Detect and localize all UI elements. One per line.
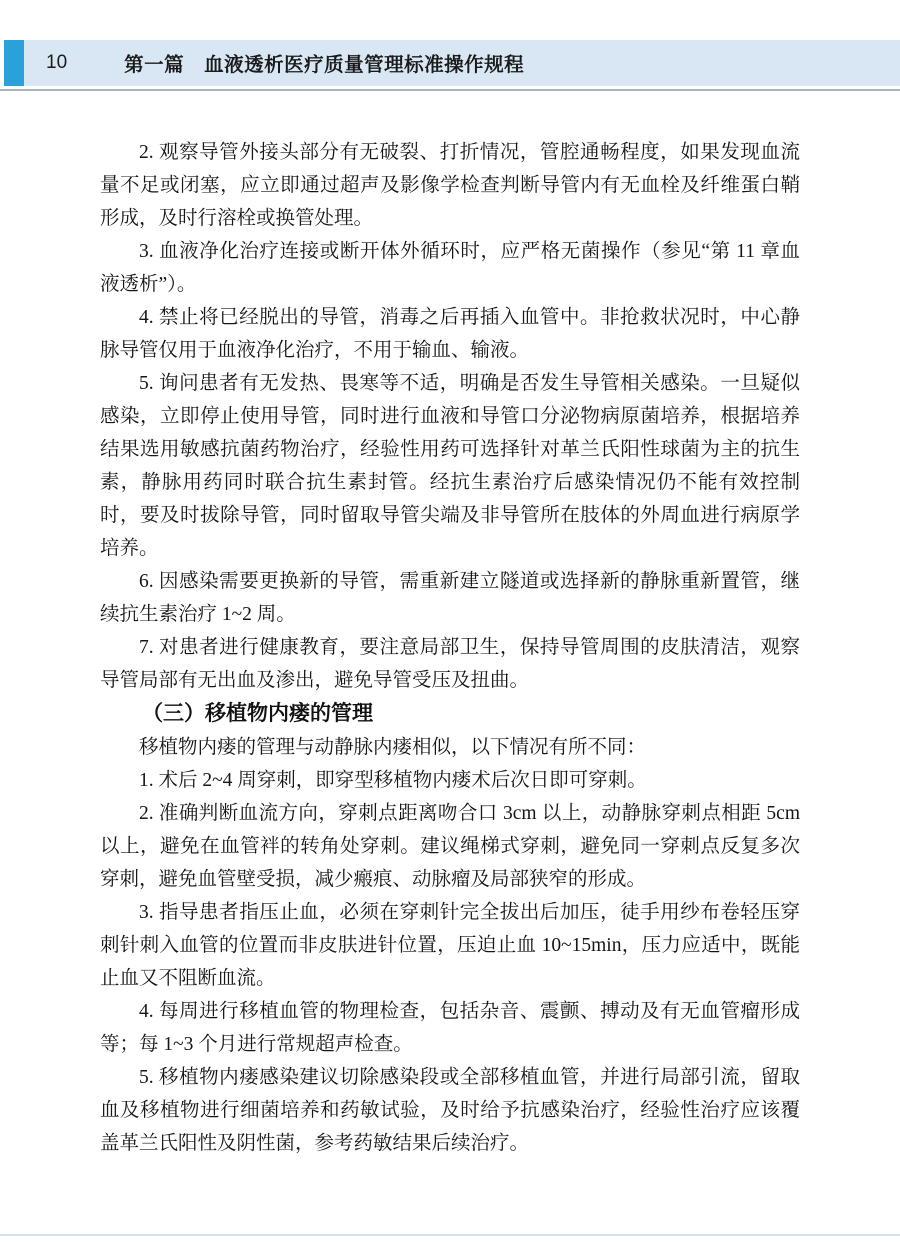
body-paragraph: 5. 询问患者有无发热、畏寒等不适，明确是否发生导管相关感染。一旦疑似感染，立即停止使用导管，同时进行血液和导管口分泌物病原菌培养，根据培养结果选用敏感抗菌药物治疗，经验性用药可选择针对革兰氏阳性球菌为主的抗生素，静脉用药同时联合抗生素封管。经抗生素治疗后感染情况仍不能有效控制时，要及时拔除导管，同时留取导管尖端及非导管所在肢体的外周血进行病原学培养。 — [100, 373, 800, 559]
page-header — [0, 40, 900, 86]
page-body — [100, 136, 800, 1160]
body-paragraph: 1. 术后 2~4 周穿刺，即穿型移植物内瘘术后次日即可穿刺。 — [139, 770, 647, 791]
body-paragraph: 4. 禁止将已经脱出的导管，消毒之后再插入血管中。非抢救状况时，中心静脉导管仅用于血液净化治疗，不用于输血、输液。 — [100, 307, 800, 361]
body-paragraph: 2. 观察导管外接头部分有无破裂、打折情况，管腔通畅程度，如果发现血流量不足或闭塞，应立即通过超声及影像学检查判断导管内有无血栓及纤维蛋白鞘形成，及时行溶栓或换管处理。 — [100, 142, 800, 229]
body-paragraph: 6. 因感染需要更换新的导管，需重新建立隧道或选择新的静脉重新置管，继续抗生素治疗 1~2 周。 — [100, 571, 800, 625]
part-title: 第一篇 血液透析医疗质量管理标准操作规程 — [124, 54, 525, 76]
body-paragraph: 4. 每周进行移植血管的物理检查，包括杂音、震颤、搏动及有无血管瘤形成等；每 1~3 个月进行常规超声检查。 — [100, 1001, 800, 1055]
header-band — [24, 40, 900, 86]
body-paragraph: 3. 指导患者指压止血，必须在穿刺针完全拔出后加压，徒手用纱布卷轻压穿刺针刺入血管的位置而非皮肤进针位置，压迫止血 10~15min，压力应适中，既能止血又不阻断血流。 — [100, 902, 800, 989]
body-paragraph: 7. 对患者进行健康教育，要注意局部卫生，保持导管周围的皮肤清洁，观察导管局部有无出血及渗出，避免导管受压及扭曲。 — [100, 637, 800, 691]
footer-rule — [0, 1234, 900, 1236]
section-heading: （三）移植物内瘘的管理 — [142, 702, 373, 725]
body-paragraph: 3. 血液净化治疗连接或断开体外循环时，应严格无菌操作（参见“第 11 章血液透析”）。 — [100, 241, 800, 295]
body-paragraph: 移植物内瘘的管理与动静脉内瘘相似，以下情况有所不同： — [139, 737, 647, 758]
header-rule — [0, 89, 900, 91]
body-paragraph: 2. 准确判断血流方向，穿刺点距离吻合口 3cm 以上，动静脉穿刺点相距 5cm 以上，避免在血管袢的转角处穿刺。建议绳梯式穿刺，避免同一穿刺点反复多次穿刺，避免血管壁受损，减少瘢痕、动脉瘤及局部狭窄的形成。 — [100, 803, 800, 890]
header-accent-square — [4, 40, 24, 86]
page-number: 10 — [46, 52, 68, 73]
body-paragraph: 5. 移植物内瘘感染建议切除感染段或全部移植血管，并进行局部引流，留取血及移植物进行细菌培养和药敏试验，及时给予抗感染治疗，经验性治疗应该覆盖革兰氏阳性及阴性菌，参考药敏结果后续治疗。 — [100, 1067, 800, 1154]
